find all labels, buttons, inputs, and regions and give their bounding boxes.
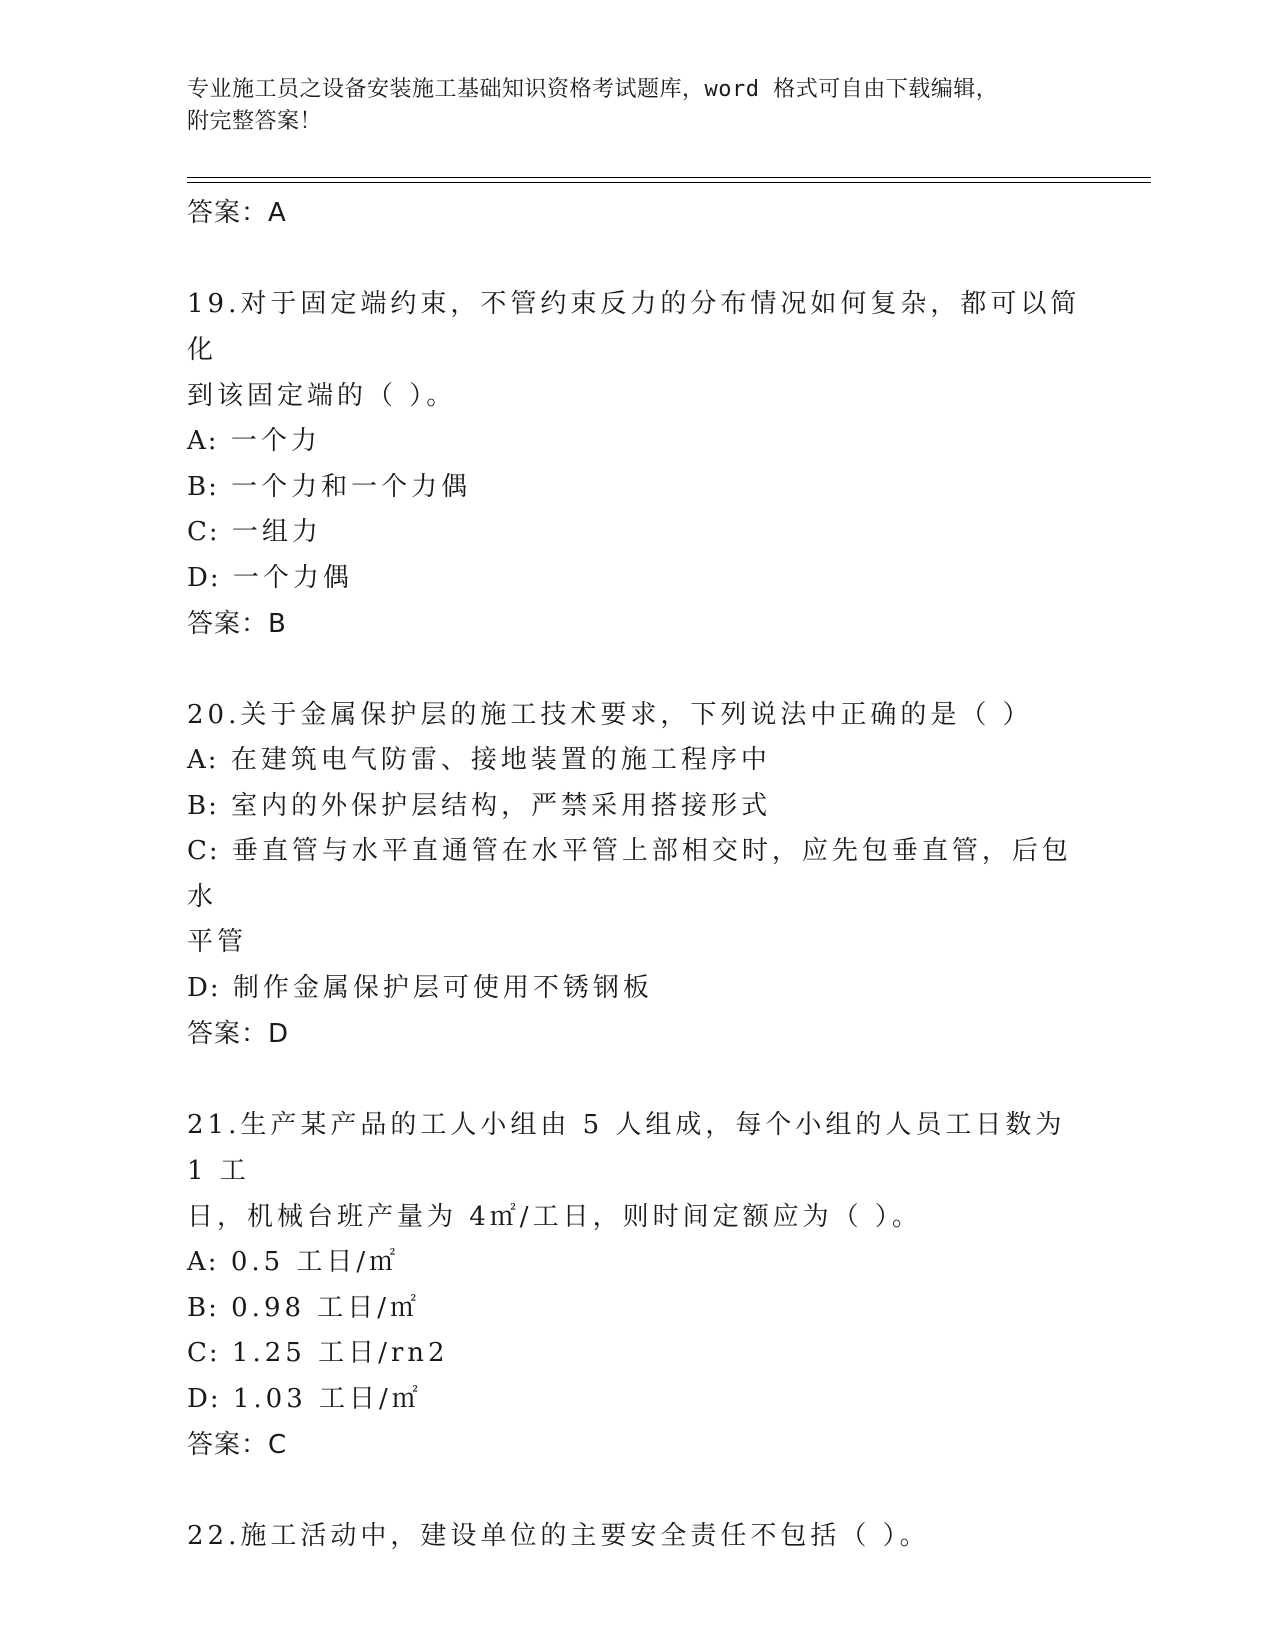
header-line-1: 专业施工员之设备安装施工基础知识资格考试题库，word 格式可自由下载编辑， xyxy=(187,77,999,102)
option-b xyxy=(187,465,1087,511)
option-text: 一个力偶 xyxy=(232,562,353,593)
spacer xyxy=(187,1057,1087,1102)
option-letter: D: xyxy=(187,562,221,593)
option-text: 室内的外保护层结构，严禁采用搭接形式 xyxy=(231,790,772,821)
option-letter: B: xyxy=(187,471,219,502)
spacer xyxy=(187,236,1087,281)
answer-line: 答案：B xyxy=(187,609,287,639)
option-text: 一个力和一个力偶 xyxy=(231,471,472,502)
question-19 xyxy=(187,281,1087,647)
option-letter: B: xyxy=(187,790,219,821)
header-line-2: 附完整答案！ xyxy=(187,109,323,134)
option-a xyxy=(187,419,1087,465)
option-text: 一个力 xyxy=(230,426,321,456)
answer-line: 答案：D xyxy=(187,1019,290,1049)
option-c xyxy=(187,510,1087,556)
option-b xyxy=(187,1286,1087,1332)
option-text: 1.25 工日/rn2 xyxy=(231,1338,449,1368)
question-stem: 21.生产某产品的工人小组由 5 人组成，每个小组的人员工日数为 1 工 xyxy=(187,1110,1066,1186)
header-rule-top xyxy=(187,177,1151,178)
option-d xyxy=(187,556,1087,602)
spacer xyxy=(187,1468,1087,1513)
option-letter: A: xyxy=(187,1247,219,1277)
question-20 xyxy=(187,692,1087,1057)
option-text: 制作金属保护层可使用不锈钢板 xyxy=(232,972,653,1003)
question-stem: 22.施工活动中，建设单位的主要安全责任不包括（ ）。 xyxy=(187,1521,930,1551)
option-c xyxy=(187,1331,1087,1377)
question-21 xyxy=(187,1102,1087,1468)
option-letter: C: xyxy=(187,1338,220,1368)
answer-line: 答案：C xyxy=(187,1430,288,1460)
option-text: 在建筑电气防雷、接地装置的施工程序中 xyxy=(230,745,771,775)
spacer xyxy=(187,647,1087,692)
header-rule-bottom xyxy=(187,182,1151,183)
option-letter: B: xyxy=(187,1292,219,1323)
option-d xyxy=(187,966,1087,1012)
question-stem-continued: 日，机械台班产量为 4㎡/工日，则时间定额应为（ ）。 xyxy=(187,1202,922,1232)
question-stem-continued: 到该固定端的（ ）。 xyxy=(187,381,457,411)
option-letter: A: xyxy=(187,426,219,456)
option-text: 0.98 工日/㎡ xyxy=(231,1292,421,1323)
answer-line: 答案：A xyxy=(187,198,287,228)
option-c xyxy=(187,829,1087,920)
option-d xyxy=(187,1377,1087,1423)
option-text: 0.5 工日/㎡ xyxy=(230,1247,400,1277)
document-header xyxy=(187,74,1067,138)
option-a xyxy=(187,1240,1087,1286)
option-b xyxy=(187,784,1087,830)
option-c-continued: 平管 xyxy=(187,927,248,957)
question-stem: 20.关于金属保护层的施工技术要求，下列说法中正确的是（ ） xyxy=(187,700,1033,730)
option-letter: D: xyxy=(187,1383,221,1414)
option-text: 1.03 工日/㎡ xyxy=(232,1383,422,1414)
option-letter: C: xyxy=(187,836,220,866)
option-a xyxy=(187,738,1087,784)
option-text: 一组力 xyxy=(231,517,322,547)
option-text: 垂直管与水平直通管在水平管上部相交时，应先包垂直管，后包水 xyxy=(187,836,1072,912)
option-letter: A: xyxy=(187,745,219,775)
question-list xyxy=(187,190,1087,1559)
question-stem: 19.对于固定端约束，不管约束反力的分布情况如何复杂，都可以简化 xyxy=(187,289,1081,365)
question-22 xyxy=(187,1513,1087,1559)
option-letter: C: xyxy=(187,517,220,547)
option-letter: D: xyxy=(187,972,221,1003)
